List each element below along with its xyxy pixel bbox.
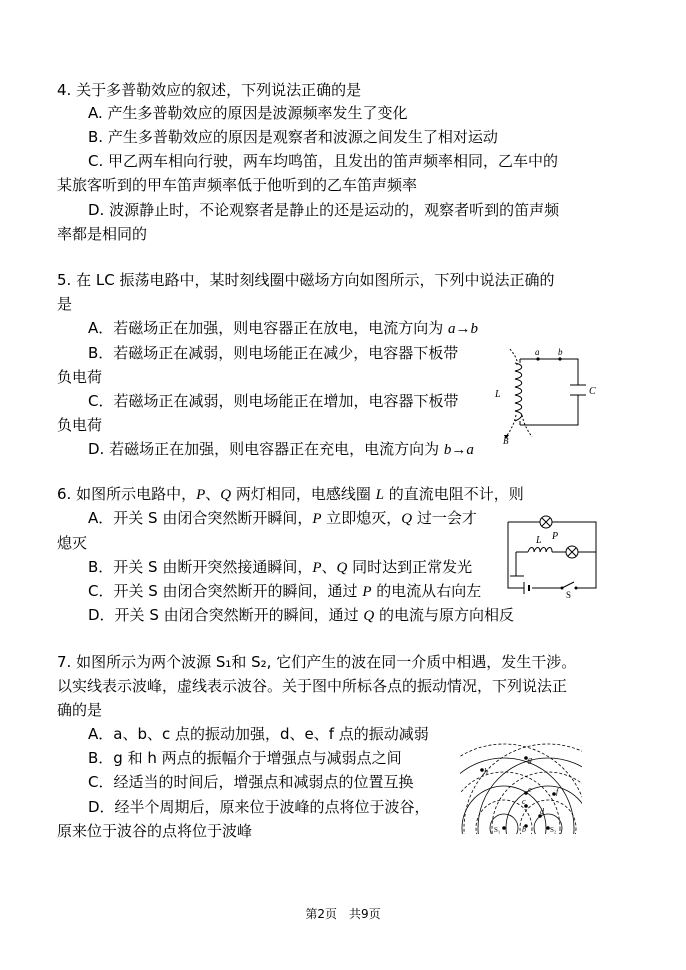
q6-option-a-line2: 熄灭 <box>57 534 88 552</box>
fig5-label-b: b <box>558 347 563 357</box>
q6-option-d: D．开关 S 由闭合突然断开的瞬间，通过 Q 的电流与原方向相反 <box>88 606 515 624</box>
q4-option-a: A. 产生多普勒效应的原因是波源频率发生了变化 <box>88 104 408 122</box>
fig5-label-c: C <box>589 386 596 397</box>
pq-lamp-circuit-figure <box>502 510 604 600</box>
q7-stem-line3: 确的是 <box>57 701 103 719</box>
page-footer: 第2页 共9页 <box>305 907 381 921</box>
q4-option-c-line2: 某旅客听到的甲车笛声频率低于他听到的乙车笛声频率 <box>57 176 418 194</box>
q7-option-d-line2: 原来位于波谷的点将位于波峰 <box>57 822 253 840</box>
q5-option-b-line1: B．若磁场正在减弱，则电场能正在减少，电容器下板带 <box>88 344 459 362</box>
q6-option-c: C．开关 S 由闭合突然断开的瞬间，通过 P 的电流从右向左 <box>88 582 482 600</box>
q6-stem: 6. 如图所示电路中，P、Q 两灯相同，电感线圈 L 的直流电阻不计，则 <box>57 485 524 503</box>
fig5-label-l: L <box>495 389 501 400</box>
fig7-label-c: c <box>522 797 526 806</box>
fig7-label-d: d <box>540 807 544 816</box>
q7-option-c: C．经适当的时间后，增强点和减弱点的位置互换 <box>88 773 414 791</box>
q4-option-d-line2: 率都是相同的 <box>57 225 148 243</box>
fig7-label-g: g <box>528 755 532 764</box>
q5-option-d: D. 若磁场正在加强，则电容器正在充电，电流方向为 b→a <box>88 440 474 458</box>
q4-stem: 4. 关于多普勒效应的叙述，下列说法正确的是 <box>57 81 362 99</box>
q5-stem-line1: 5. 在 LC 振荡电路中，某时刻线圈中磁场方向如图所示，下列中说法正确的 <box>57 271 555 289</box>
q6-option-a-line1: A．开关 S 由闭合突然断开瞬间，P 立即熄灭，Q 过一会才 <box>88 509 477 527</box>
fig7-label-f: f <box>556 787 559 796</box>
wave-interference-figure <box>460 738 582 834</box>
q5-option-a: A．若磁场正在加强，则电容器正在放电，电流方向为 a→b <box>88 319 479 337</box>
q7-option-d-line1: D．经半个周期后，原来位于波峰的点将位于波谷， <box>88 798 430 816</box>
fig6-label-l: L <box>536 535 542 546</box>
fig5-label-a: a <box>535 347 540 357</box>
fig5-label-b-field: B <box>503 436 509 445</box>
fig7-label-s2: S₂ <box>550 826 557 834</box>
q4-option-d-line1: D. 波源静止时，不论观察者是静止的还是运动的，观察者听到的笛声频 <box>88 201 560 219</box>
fig7-label-s1: S₁ <box>494 826 501 834</box>
q7-option-b: B．g 和 h 两点的振幅介于增强点与减弱点之间 <box>88 749 402 767</box>
fig7-label-h: h <box>484 767 488 776</box>
q6-option-b: B．开关 S 由断开突然接通瞬间，P、Q 同时达到正常发光 <box>88 558 473 576</box>
q4-option-c-line1: C. 甲乙两车相向行驶，两车均鸣笛，且发出的笛声频率相同，乙车中的 <box>88 152 559 170</box>
q7-stem-line1: 7. 如图所示为两个波源 S₁和 S₂, 它们产生的波在同一介质中相遇，发生干涉。 <box>57 653 577 671</box>
q5-option-c-line1: C．若磁场正在减弱，则电场能正在增加，电容器下板带 <box>88 392 459 410</box>
q4-option-b: B. 产生多普勒效应的原因是观察者和波源之间发生了相对运动 <box>88 128 498 146</box>
q5-option-b-line2: 负电荷 <box>57 368 103 386</box>
q5-stem-line2: 是 <box>57 295 73 313</box>
q7-stem-line2: 以实线表示波峰，虚线表示波谷。关于图中所标各点的振动情况，下列说法正 <box>57 677 568 695</box>
fig7-label-e: e <box>528 785 532 794</box>
q7-option-a: A．a、b、c 点的振动加强，d、e、f 点的振动减弱 <box>88 725 429 743</box>
q5-option-c-line2: 负电荷 <box>57 416 103 434</box>
fig7-label-b: b <box>522 825 526 834</box>
lc-circuit-figure <box>492 345 600 445</box>
fig6-label-p: P <box>552 531 559 542</box>
fig6-label-s: S <box>566 590 572 600</box>
